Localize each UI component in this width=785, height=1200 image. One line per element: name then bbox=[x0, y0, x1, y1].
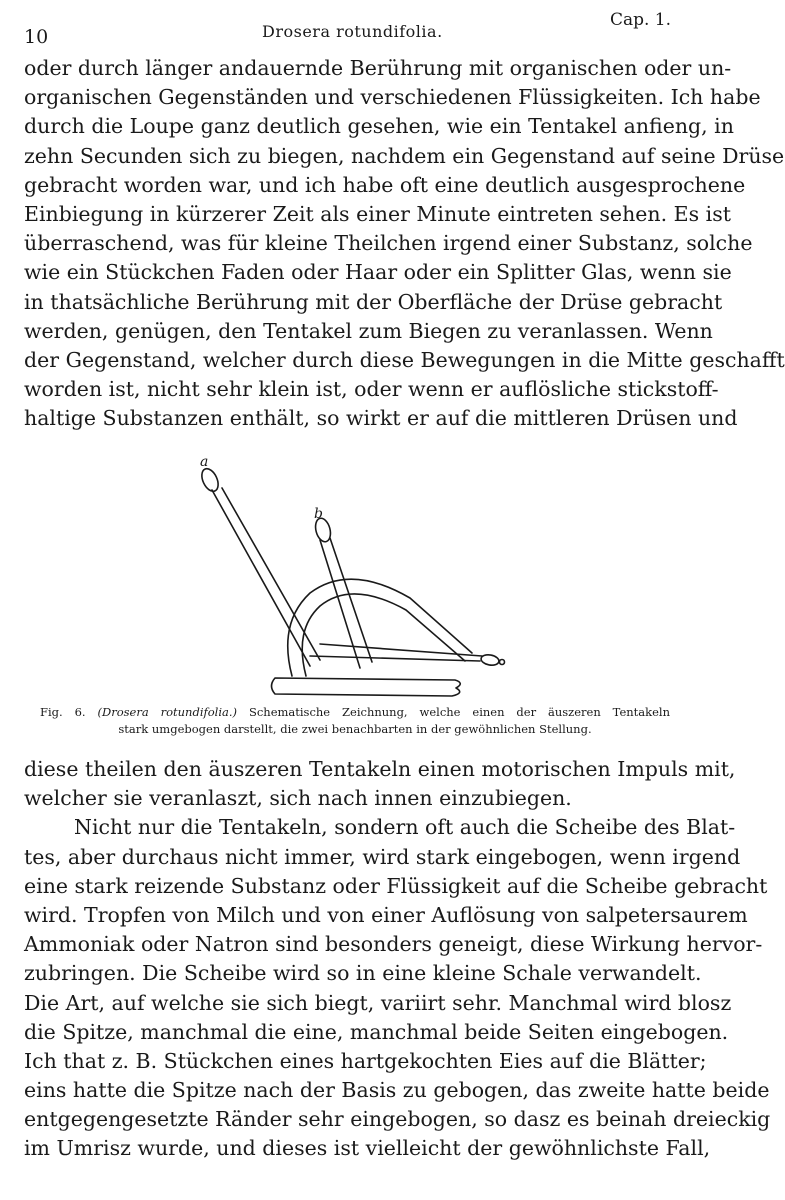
text-line: die Spitze, manchmal die eine, manchmal beide Seiten eingebogen. bbox=[24, 1019, 729, 1044]
paragraph-top bbox=[24, 54, 785, 433]
gland-a bbox=[199, 466, 222, 494]
text-line: eins hatte die Spitze nach der Basis zu gebogen, das zweite hatte beide bbox=[24, 1078, 770, 1103]
text-line: gebracht worden war, und ich habe oft eine deutlich ausgesprochene bbox=[24, 172, 746, 197]
text-line: entgegengesetzte Ränder sehr eingebogen, so dasz es beinah dreieckig bbox=[24, 1107, 771, 1132]
text-line: Einbiegung in kürzerer Zeit als einer Minute eintreten sehen. Es ist bbox=[24, 201, 731, 226]
text-line: diese theilen den äuszeren Tentakeln einen motorischen Impuls mit, bbox=[24, 757, 736, 781]
inflected-tentacle-inner bbox=[302, 594, 465, 676]
tentacle-a-inner bbox=[222, 488, 320, 660]
text-line: der Gegenstand, welcher durch diese Bewegungen in die Mitte geschafft bbox=[24, 347, 785, 372]
text-line: werden, genügen, den Tentakel zum Biegen zu veranlassen. Wenn bbox=[24, 318, 713, 343]
text-line: Nicht nur die Tentakeln, sondern oft auch die Scheibe des Blat- bbox=[74, 815, 736, 840]
leaf-base-outline bbox=[272, 678, 461, 696]
text-line: zubringen. Die Scheibe wird so in eine kleine Schale verwandelt. bbox=[24, 961, 702, 986]
text-line: organischen Gegenständen und verschiedenen Flüssigkeiten. Ich habe bbox=[24, 85, 761, 110]
inflected-tentacle bbox=[288, 579, 472, 676]
text-line: zehn Secunden sich zu biegen, nachdem ein Gegenstand auf seine Drüse bbox=[24, 143, 785, 168]
caption-text: Schematische Zeichnung, welche einen der äuszeren Tentakeln bbox=[248, 705, 671, 719]
text-line: welcher sie veranlaszt, sich nach innen einzubiegen. bbox=[24, 786, 572, 811]
tentacle-long bbox=[310, 656, 480, 661]
text-line: eine stark reizende Substanz oder Flüssigkeit auf die Scheibe gebracht bbox=[24, 873, 768, 898]
text-line: durch die Loupe ganz deutlich gesehen, wie ein Tentakel anfieng, in bbox=[24, 114, 734, 139]
text-line: Ammoniak oder Natron sind besonders geneigt, diese Wirkung hervor- bbox=[24, 932, 763, 957]
text-line: Die Art, auf welche sie sich biegt, variirt sehr. Manchmal wird blosz bbox=[24, 990, 732, 1015]
figure-caption bbox=[40, 704, 670, 738]
caption-line-2: stark umgebogen darstellt, die zwei benachbarten in der gewöhnlichen Stellung. bbox=[118, 722, 592, 736]
tentacle-b bbox=[320, 540, 360, 668]
text-line: wie ein Stückchen Faden oder Haar oder ein Splitter Glas, wenn sie bbox=[24, 260, 732, 285]
chapter-label: Cap. 1. bbox=[609, 10, 671, 30]
text-line: oder durch länger andauernde Berührung mit organischen oder un- bbox=[24, 56, 732, 80]
label-a: a bbox=[200, 454, 209, 470]
gland-right bbox=[480, 654, 499, 667]
text-line: überraschend, was für kleine Theilchen irgend einer Substanz, solche bbox=[24, 231, 753, 256]
text-line: im Umrisz wurde, und dieses ist vielleicht der gewöhnlichste Fall, bbox=[24, 1136, 711, 1161]
tentacle-long-inner bbox=[320, 644, 482, 656]
label-b: b bbox=[314, 506, 323, 522]
tentacle-a bbox=[212, 490, 310, 666]
caption-figure-number: Fig. 6. bbox=[40, 705, 86, 719]
text-line: tes, aber durchaus nicht immer, wird stark eingebogen, wenn irgend bbox=[24, 844, 741, 869]
text-line: in thatsächliche Berührung mit der Oberfläche der Drüse gebracht bbox=[24, 289, 723, 314]
page-header bbox=[24, 8, 671, 48]
page-number: 10 bbox=[24, 26, 49, 48]
text-line: haltige Substanzen enthält, so wirkt er auf die mittleren Drüsen und bbox=[24, 406, 738, 431]
text-line: Ich that z. B. Stückchen eines hartgekochten Eies auf die Blätter; bbox=[24, 1048, 707, 1073]
text-line: wird. Tropfen von Milch und von einer Auflösung von salpetersaurem bbox=[24, 902, 748, 927]
caption-species: (Drosera rotundifolia.) bbox=[97, 705, 238, 719]
text-line: worden ist, nicht sehr klein ist, oder wenn er auflösliche stickstoff- bbox=[24, 377, 719, 402]
tentacle-b-inner bbox=[330, 538, 372, 662]
caption-line-1 bbox=[40, 704, 670, 721]
paragraph-bottom bbox=[24, 755, 771, 1164]
tentacle-figure bbox=[160, 448, 540, 698]
running-title: Drosera rotundifolia. bbox=[262, 22, 443, 41]
